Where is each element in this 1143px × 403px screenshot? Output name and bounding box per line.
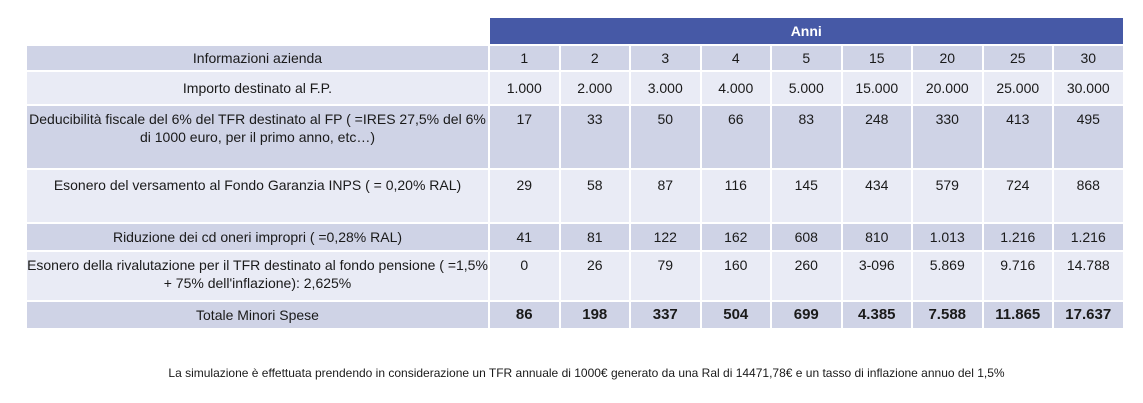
year-header-cell: 20 [912, 45, 983, 71]
value-cell: 122 [630, 223, 701, 251]
total-value-cell: 198 [560, 301, 631, 329]
value-cell: 608 [771, 223, 842, 251]
value-cell: 9.716 [983, 251, 1054, 301]
total-value-cell: 7.588 [912, 301, 983, 329]
value-cell: 162 [701, 223, 772, 251]
value-cell: 17 [489, 105, 560, 169]
year-header-cell: 15 [842, 45, 913, 71]
value-cell: 83 [771, 105, 842, 169]
value-cell: 868 [1053, 169, 1124, 223]
table-row [26, 105, 1124, 169]
value-cell: 724 [983, 169, 1054, 223]
years-group-header-row [26, 17, 1124, 45]
value-cell: 810 [842, 223, 913, 251]
value-cell: 29 [489, 169, 560, 223]
value-cell: 413 [983, 105, 1054, 169]
total-value-cell: 699 [771, 301, 842, 329]
year-header-cell: 30 [1053, 45, 1124, 71]
value-cell: 20.000 [912, 71, 983, 105]
years-group-header: Anni [489, 17, 1124, 45]
year-header-cell: 5 [771, 45, 842, 71]
table-row [26, 223, 1124, 251]
footnote: La simulazione è effettuata prendendo in considerazione un TFR annuale di 1000€ generato da una Ral di 14471,78€ e un tasso di inflazione annuo del 1,5% [168, 366, 1005, 380]
value-cell: 248 [842, 105, 913, 169]
table-row [26, 71, 1124, 105]
value-cell: 160 [701, 251, 772, 301]
value-cell: 87 [630, 169, 701, 223]
total-value-cell: 4.385 [842, 301, 913, 329]
value-cell: 495 [1053, 105, 1124, 169]
value-cell: 5.000 [771, 71, 842, 105]
value-cell: 260 [771, 251, 842, 301]
value-cell: 434 [842, 169, 913, 223]
total-value-cell: 86 [489, 301, 560, 329]
blank-corner-cell [26, 17, 489, 45]
value-cell: 41 [489, 223, 560, 251]
row-label: Riduzione dei cd oneri impropri ( =0,28% RAL) [26, 223, 489, 251]
value-cell: 3-096 [842, 251, 913, 301]
value-cell: 330 [912, 105, 983, 169]
total-value-cell: 11.865 [983, 301, 1054, 329]
table-row [26, 169, 1124, 223]
value-cell: 1.013 [912, 223, 983, 251]
value-cell: 1.000 [489, 71, 560, 105]
total-value-cell: 17.637 [1053, 301, 1124, 329]
table-row [26, 251, 1124, 301]
year-header-cell: 1 [489, 45, 560, 71]
value-cell: 1.216 [1053, 223, 1124, 251]
value-cell: 66 [701, 105, 772, 169]
value-cell: 116 [701, 169, 772, 223]
year-header-cell: 4 [701, 45, 772, 71]
year-header-cell: 25 [983, 45, 1054, 71]
row-header-label: Informazioni azienda [26, 45, 489, 71]
value-cell: 579 [912, 169, 983, 223]
value-cell: 145 [771, 169, 842, 223]
total-label: Totale Minori Spese [26, 301, 489, 329]
year-header-cell: 3 [630, 45, 701, 71]
total-row [26, 301, 1124, 329]
value-cell: 25.000 [983, 71, 1054, 105]
total-value-cell: 337 [630, 301, 701, 329]
total-value-cell: 504 [701, 301, 772, 329]
value-cell: 79 [630, 251, 701, 301]
row-label: Deducibilità fiscale del 6% del TFR destinato al FP ( =IRES 27,5% del 6% di 1000 euro, per il primo anno, etc…) [26, 105, 489, 169]
value-cell: 14.788 [1053, 251, 1124, 301]
value-cell: 4.000 [701, 71, 772, 105]
value-cell: 5.869 [912, 251, 983, 301]
years-header-row [26, 45, 1124, 71]
row-label: Esonero del versamento al Fondo Garanzia INPS ( = 0,20% RAL) [26, 169, 489, 223]
value-cell: 81 [560, 223, 631, 251]
row-label: Esonero della rivalutazione per il TFR destinato al fondo pensione ( =1,5% + 75% dell'inflazione): 2,625% [26, 251, 489, 301]
year-header-cell: 2 [560, 45, 631, 71]
row-label: Importo destinato al F.P. [26, 71, 489, 105]
value-cell: 2.000 [560, 71, 631, 105]
value-cell: 26 [560, 251, 631, 301]
value-cell: 0 [489, 251, 560, 301]
value-cell: 3.000 [630, 71, 701, 105]
value-cell: 58 [560, 169, 631, 223]
value-cell: 15.000 [842, 71, 913, 105]
savings-table [25, 16, 1125, 330]
value-cell: 33 [560, 105, 631, 169]
value-cell: 30.000 [1053, 71, 1124, 105]
value-cell: 1.216 [983, 223, 1054, 251]
value-cell: 50 [630, 105, 701, 169]
